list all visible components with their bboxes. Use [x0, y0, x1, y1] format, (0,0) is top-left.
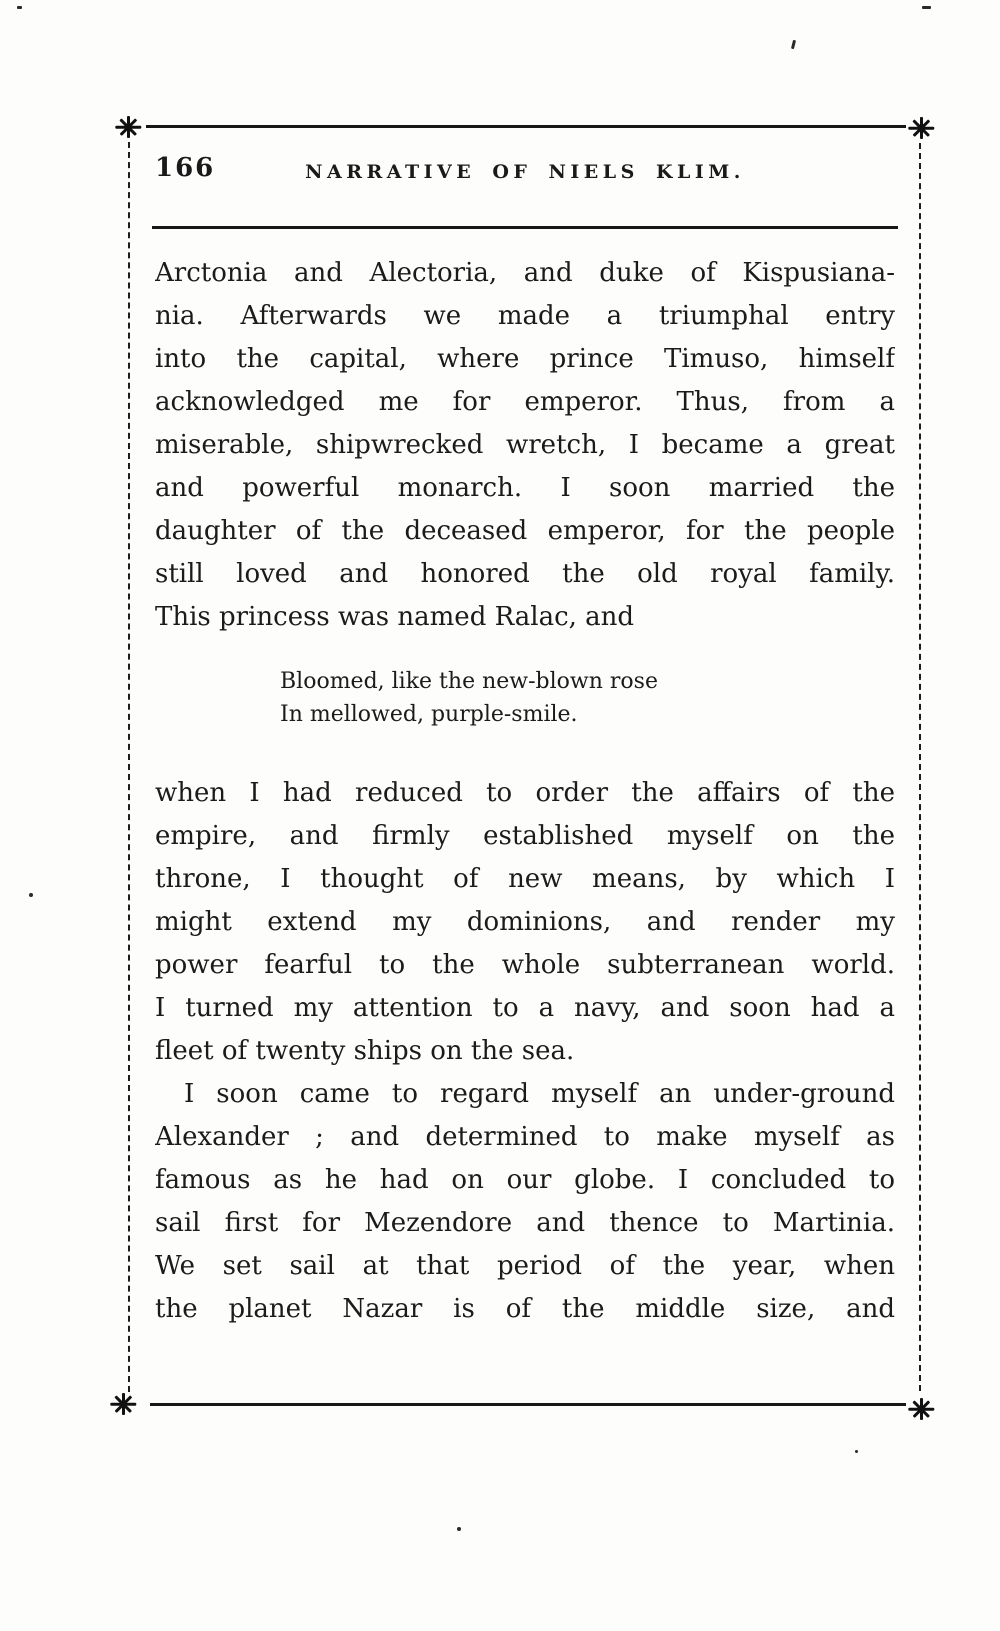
text-line: still loved and honored the old royal family. [155, 559, 895, 589]
frame-bottom-rule [150, 1403, 906, 1406]
scan-artifact [791, 40, 796, 49]
paragraph-2 [155, 772, 895, 1073]
text-line: acknowledged me for emperor. Thus, from a [155, 387, 895, 417]
page-number: 166 [155, 153, 216, 183]
body-text-column [155, 252, 895, 1331]
scan-artifact [29, 893, 33, 897]
verse-line: In mellowed, purple-smile. [280, 702, 578, 727]
text-line: might extend my dominions, and render my [155, 907, 895, 937]
text-line: into the capital, where prince Timuso, himself [155, 344, 895, 374]
text-line: throne, I thought of new means, by which I [155, 864, 895, 894]
asterisk-star-icon [115, 114, 141, 140]
paragraph-1 [155, 252, 895, 639]
text-line: power fearful to the whole subterranean world. [155, 950, 895, 980]
header-divider-rule [152, 226, 898, 229]
text-line: Alexander ; and determined to make myself as [155, 1122, 895, 1152]
running-header-title: NARRATIVE OF NIELS KLIM. [305, 161, 745, 183]
text-line: sail first for Mezendore and thence to Martinia. [155, 1208, 895, 1238]
text-line: I soon came to regard myself an under-ground [184, 1079, 895, 1109]
text-line: empire, and firmly established myself on the [155, 821, 895, 851]
text-line: the planet Nazar is of the middle size, and [155, 1294, 895, 1324]
text-line: daughter of the deceased emperor, for the people [155, 516, 895, 546]
scan-artifact [457, 1527, 461, 1531]
asterisk-star-icon [908, 115, 934, 141]
text-line: and powerful monarch. I soon married the [155, 473, 895, 503]
text-line: We set sail at that period of the year, when [155, 1251, 895, 1281]
scan-artifact [855, 1450, 858, 1453]
verse-line: Bloomed, like the new-blown rose [280, 669, 658, 694]
text-line: famous as he had on our globe. I concluded to [155, 1165, 895, 1195]
asterisk-star-icon [908, 1396, 934, 1422]
verse-quotation [280, 665, 895, 731]
text-line: This princess was named Ralac, and [155, 602, 635, 632]
text-line: fleet of twenty ships on the sea. [155, 1036, 575, 1066]
text-line: Arctonia and Alectoria, and duke of Kispusiana- [155, 258, 895, 288]
frame-right-rule [919, 143, 921, 1391]
text-line: I turned my attention to a navy, and soon had a [155, 993, 895, 1023]
text-line: miserable, shipwrecked wretch, I became a great [155, 430, 895, 460]
paragraph-3 [155, 1073, 895, 1331]
text-line: when I had reduced to order the affairs of the [155, 778, 895, 808]
frame-left-rule [128, 142, 130, 1392]
scan-artifact [17, 6, 22, 9]
asterisk-star-icon [110, 1391, 136, 1417]
scan-artifact [922, 6, 931, 9]
text-line: nia. Afterwards we made a triumphal entry [155, 301, 895, 331]
frame-top-rule [146, 125, 906, 128]
